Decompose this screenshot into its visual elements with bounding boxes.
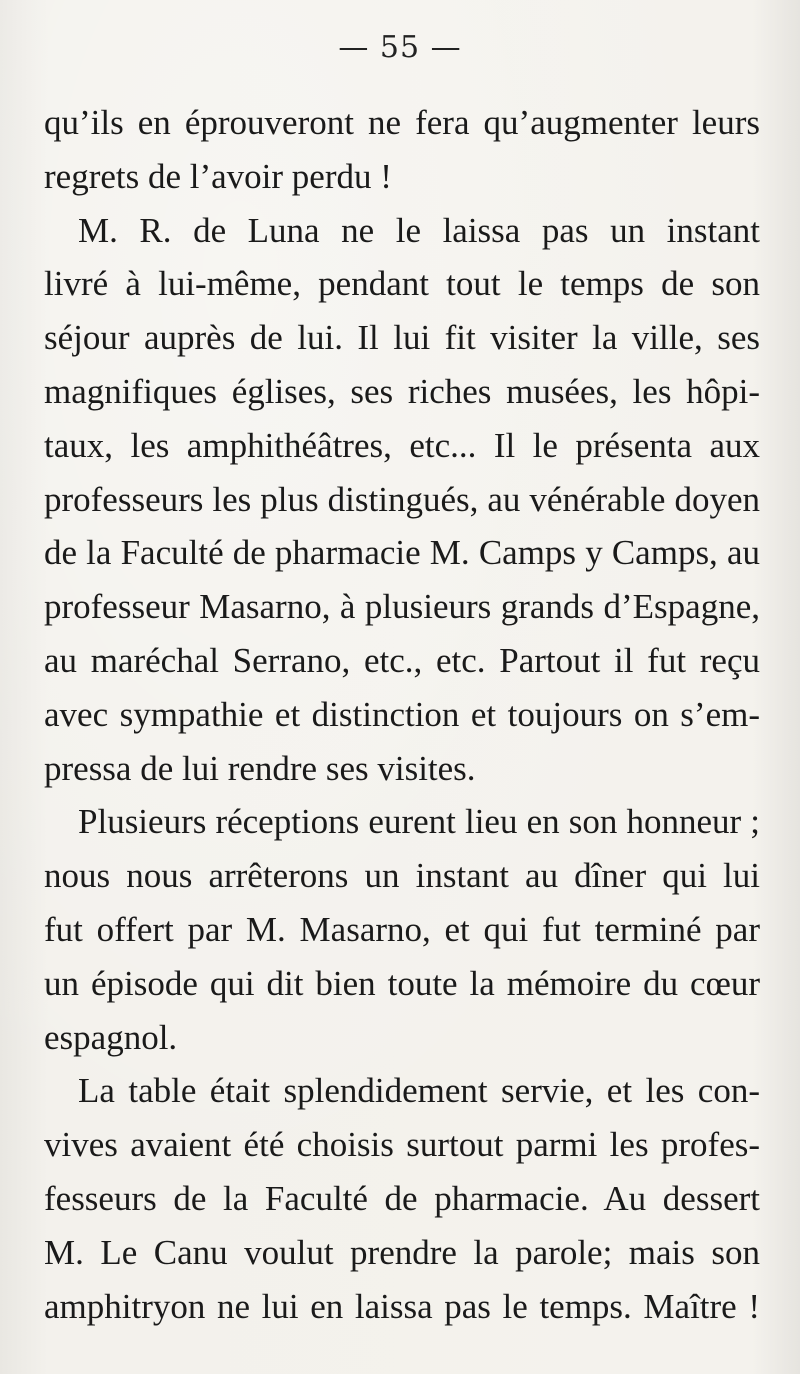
text-line: avec sympathie et distinction et toujours on s’em- — [44, 694, 760, 734]
text-line: magnifiques églises, ses riches musées, les hôpi- — [44, 371, 760, 411]
text-line: La table était splendidement servie, et les con- — [78, 1071, 760, 1111]
page-number: — 55 — — [338, 30, 462, 65]
text-line: séjour auprès de lui. Il lui fit visiter la ville, ses — [44, 318, 760, 358]
text-line: au maréchal Serrano, etc., etc. Partout il fut reçu — [44, 640, 760, 680]
text-line: un épisode qui dit bien toute la mémoire du cœur — [44, 963, 760, 1003]
text-line: espagnol. — [44, 1017, 178, 1057]
text-line: professeurs les plus distingués, au vénérable doyen — [44, 479, 760, 519]
text-line: taux, les amphithéâtres, etc... Il le présenta aux — [44, 425, 760, 465]
text-line: Plusieurs réceptions eurent lieu en son honneur ; — [78, 802, 760, 842]
text-line: professeur Masarno, à plusieurs grands d’Espagne, — [44, 587, 760, 627]
text-line: regrets de l’avoir perdu ! — [44, 156, 392, 196]
text-line: amphitryon ne lui en laissa pas le temps. Maître ! — [44, 1286, 760, 1326]
text-line: fut offert par M. Masarno, et qui fut terminé par — [44, 909, 760, 949]
text-line: M. R. de Luna ne le laissa pas un instant — [78, 210, 760, 250]
text-line: qu’ils en éprouveront ne fera qu’augmenter leurs — [44, 103, 760, 142]
text-line: M. Le Canu voulut prendre la parole; mais son — [44, 1232, 760, 1272]
text-line: livré à lui-même, pendant tout le temps de son — [44, 264, 760, 304]
text-line: nous nous arrêterons un instant au dîner qui lui — [44, 856, 760, 896]
body-text — [44, 96, 760, 1333]
text-line: vives avaient été choisis surtout parmi les profes- — [44, 1125, 760, 1165]
text-line: pressa de lui rendre ses visites. — [44, 748, 476, 788]
text-line: de la Faculté de pharmacie M. Camps y Camps, au — [44, 533, 760, 573]
text-line: fesseurs de la Faculté de pharmacie. Au dessert — [44, 1178, 760, 1218]
